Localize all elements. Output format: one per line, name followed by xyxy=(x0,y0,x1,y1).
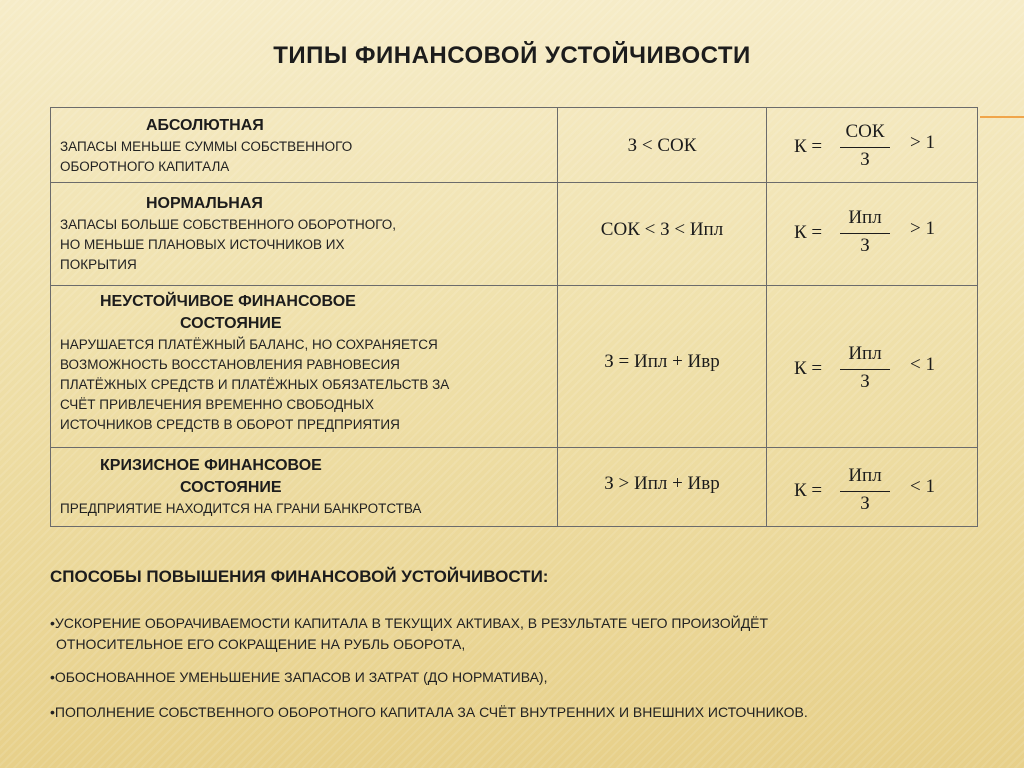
table-divider-1 xyxy=(557,107,558,527)
row-description-line: ПОКРЫТИЯ xyxy=(60,257,137,272)
list-item xyxy=(50,667,990,688)
row-description-line: ОБОРОТНОГО КАПИТАЛА xyxy=(60,159,230,174)
stability-types-table xyxy=(50,107,978,527)
formula-comparison: < 1 xyxy=(910,354,935,375)
row-description-line: НАРУШАЕТСЯ ПЛАТЁЖНЫЙ БАЛАНС, НО СОХРАНЯЕТСЯ xyxy=(60,337,438,352)
row-condition: СОК < З < Ипл xyxy=(600,219,724,240)
formula-k: К = xyxy=(794,480,823,501)
list-item xyxy=(50,702,990,723)
formula-numerator: Ипл xyxy=(848,207,882,228)
formula-denominator: З xyxy=(860,235,870,256)
row-heading: НЕУСТОЙЧИВОЕ ФИНАНСОВОЕ xyxy=(100,293,356,310)
row-condition: З = Ипл + Ивр xyxy=(604,351,720,372)
fraction-bar xyxy=(840,369,890,370)
row-divider-3 xyxy=(50,447,978,448)
row-description-line: НО МЕНЬШЕ ПЛАНОВЫХ ИСТОЧНИКОВ ИХ xyxy=(60,237,345,252)
row-condition: З > Ипл + Ивр xyxy=(604,473,720,494)
fraction-bar xyxy=(840,233,890,234)
table-row xyxy=(60,291,550,435)
row-heading: КРИЗИСНОЕ ФИНАНСОВОЕ xyxy=(100,457,322,474)
row-formula xyxy=(766,109,978,179)
list-item xyxy=(50,613,990,655)
row-description-line: ПЛАТЁЖНЫХ СРЕДСТВ И ПЛАТЁЖНЫХ ОБЯЗАТЕЛЬСТВ ЗА xyxy=(60,377,450,392)
row-heading: СОСТОЯНИЕ xyxy=(180,479,282,496)
formula-k: К = xyxy=(794,358,823,379)
row-formula xyxy=(766,331,978,401)
formula-denominator: З xyxy=(860,371,870,392)
formula-comparison: > 1 xyxy=(910,218,935,239)
row-description-line: СЧЁТ ПРИВЛЕЧЕНИЯ ВРЕМЕННО СВОБОДНЫХ xyxy=(60,397,374,412)
row-condition: З < СОК xyxy=(627,135,697,156)
ways-title: СПОСОБЫ ПОВЫШЕНИЯ ФИНАНСОВОЙ УСТОЙЧИВОСТИ: xyxy=(50,567,549,586)
formula-numerator: Ипл xyxy=(848,343,882,364)
list-item-text: •УСКОРЕНИЕ ОБОРАЧИВАЕМОСТИ КАПИТАЛА В ТЕКУЩИХ АКТИВАХ, В РЕЗУЛЬТАТЕ ЧЕГО ПРОИЗОЙДЁТ xyxy=(50,615,769,631)
row-divider-2 xyxy=(50,285,978,286)
table-border-left xyxy=(50,107,51,527)
row-description-line: ПРЕДПРИЯТИЕ НАХОДИТСЯ НА ГРАНИ БАНКРОТСТВА xyxy=(60,501,422,516)
row-divider-1 xyxy=(50,182,978,183)
row-description-line: ЗАПАСЫ БОЛЬШЕ СОБСТВЕННОГО ОБОРОТНОГО, xyxy=(60,217,397,232)
row-formula xyxy=(766,195,978,265)
list-item-text: •ОБОСНОВАННОЕ УМЕНЬШЕНИЕ ЗАПАСОВ И ЗАТРАТ (ДО НОРМАТИВА), xyxy=(50,669,548,685)
formula-denominator: З xyxy=(860,493,870,514)
list-item-text: •ПОПОЛНЕНИЕ СОБСТВЕННОГО ОБОРОТНОГО КАПИТАЛА ЗА СЧЁТ ВНУТРЕННИХ И ВНЕШНИХ ИСТОЧНИКОВ. xyxy=(50,704,808,720)
table-border-top xyxy=(50,107,978,108)
formula-comparison: > 1 xyxy=(910,132,935,153)
formula-numerator: СОК xyxy=(845,121,885,142)
formula-numerator: Ипл xyxy=(848,465,882,486)
row-description-line: ВОЗМОЖНОСТЬ ВОССТАНОВЛЕНИЯ РАВНОВЕСИЯ xyxy=(60,357,400,372)
fraction-bar xyxy=(840,147,890,148)
accent-line xyxy=(980,116,1024,118)
formula-k: К = xyxy=(794,222,823,243)
list-item-text: ОТНОСИТЕЛЬНОЕ ЕГО СОКРАЩЕНИЕ НА РУБЛЬ ОБОРОТА, xyxy=(56,636,466,652)
formula-denominator: З xyxy=(860,149,870,170)
row-heading: НОРМАЛЬНАЯ xyxy=(146,195,263,212)
formula-k: К = xyxy=(794,136,823,157)
page-title: ТИПЫ ФИНАНСОВОЙ УСТОЙЧИВОСТИ xyxy=(273,42,751,69)
row-description-line: ИСТОЧНИКОВ СРЕДСТВ В ОБОРОТ ПРЕДПРИЯТИЯ xyxy=(60,417,400,432)
table-border-bottom xyxy=(50,526,978,527)
row-description-line: ЗАПАСЫ МЕНЬШЕ СУММЫ СОБСТВЕННОГО xyxy=(60,139,353,154)
table-row xyxy=(60,193,550,275)
formula-comparison: < 1 xyxy=(910,476,935,497)
row-heading: СОСТОЯНИЕ xyxy=(180,315,282,332)
fraction-bar xyxy=(840,491,890,492)
row-heading: АБСОЛЮТНАЯ xyxy=(146,117,264,134)
row-formula xyxy=(766,453,978,523)
table-row xyxy=(60,115,550,177)
table-row xyxy=(60,455,550,519)
